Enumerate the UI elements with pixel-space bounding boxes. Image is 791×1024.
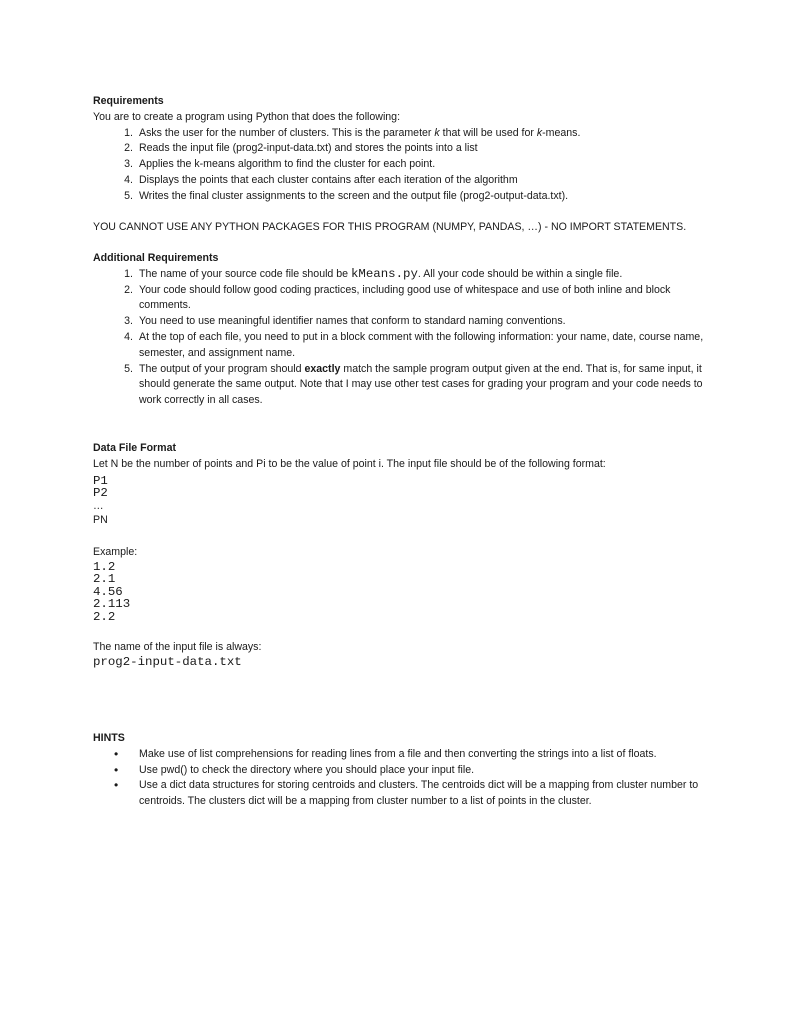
example-line: 2.113 — [93, 597, 131, 612]
additional-item-5: 5. The output of your program should exactly match the sample program output given at the end. That is, for same input, it should generate the same output. Note that I may use other test cases for grading your program and your code needs to work correctly in all cases. — [124, 362, 703, 407]
requirements-section — [93, 94, 713, 205]
hint-item-3: • Use a dict data structures for storing centroids and clusters. The centroids dict will be a mapping from cluster number to centroids. The clusters dict will be a mapping from cluster number to a list of points in the cluster. — [114, 778, 699, 808]
source-filename: kMeans.py — [351, 266, 418, 281]
example-line: 1.2 — [93, 560, 116, 574]
hint-item-1: • Make use of list comprehensions for reading lines from a file and then converting the strings into a list of floats. — [114, 746, 657, 761]
no-import-warning: YOU CANNOT USE ANY PYTHON PACKAGES FOR THIS PROGRAM (NUMPY, PANDAS, …) - NO IMPORT STATEMENTS. — [93, 221, 687, 233]
additional-item-1: 1. The name of your source code file should be kMeans.py. All your code should be within a single file. — [124, 266, 623, 281]
requirements-item-5: 5. Writes the final cluster assignments to the screen and the output file (prog2-output-data.txt). — [124, 189, 569, 202]
bullet-icon: • — [114, 778, 119, 793]
input-filename-label: The name of the input file is always: — [93, 641, 262, 654]
data-file-format-heading: Data File Format — [93, 442, 177, 454]
bullet-icon: • — [114, 762, 119, 777]
additional-item-2: 2. Your code should follow good coding practices, including good use of whitespace and use of both inline and block comments. — [124, 283, 671, 312]
format-line-p2: P2 — [93, 486, 108, 500]
format-line-p1: P1 — [93, 473, 108, 488]
example-line: 4.56 — [93, 584, 123, 599]
requirements-heading: Requirements — [93, 95, 164, 107]
additional-item-3: 3. You need to use meaningful identifier names that conform to standard naming conventions. — [124, 315, 566, 328]
requirements-item-3: 3. Applies the k-means algorithm to find the cluster for each point. — [124, 158, 436, 171]
format-ellipsis: … — [93, 500, 104, 513]
hint-item-2: • Use pwd() to check the directory where you should place your input file. — [114, 762, 475, 777]
example-label: Example: — [93, 546, 138, 559]
input-filename: prog2-input-data.txt — [93, 654, 242, 669]
requirements-list — [93, 126, 713, 205]
data-file-format-intro: Let N be the number of points and Pi to be the value of point i. The input file should be of the following format: — [93, 457, 606, 470]
hints-heading: HINTS — [93, 732, 125, 744]
additional-requirements-list — [93, 267, 713, 409]
additional-item-4: 4. At the top of each file, you need to put in a block comment with the following information: your name, date, course name, semester, and assignment name. — [124, 330, 704, 359]
requirements-item-4: 4. Displays the points that each cluster contains after each iteration of the algorithm — [124, 173, 518, 186]
format-line-pn: PN — [93, 514, 108, 527]
hints-list — [93, 747, 713, 810]
bullet-icon: • — [114, 746, 119, 761]
requirements-item-2: 2. Reads the input file (prog2-input-data.txt) and stores the points into a list — [124, 142, 478, 155]
example-line: 2.2 — [93, 609, 116, 624]
example-line: 2.1 — [93, 572, 116, 587]
data-file-format-section — [93, 441, 713, 668]
requirements-item-1: 1. Asks the user for the number of clusters. This is the parameter k that will be used for k-means. — [124, 126, 581, 139]
requirements-intro: You are to create a program using Python that does the following: — [93, 110, 401, 123]
additional-requirements-section — [93, 251, 713, 409]
additional-requirements-heading: Additional Requirements — [93, 252, 219, 264]
hints-section — [93, 731, 713, 810]
